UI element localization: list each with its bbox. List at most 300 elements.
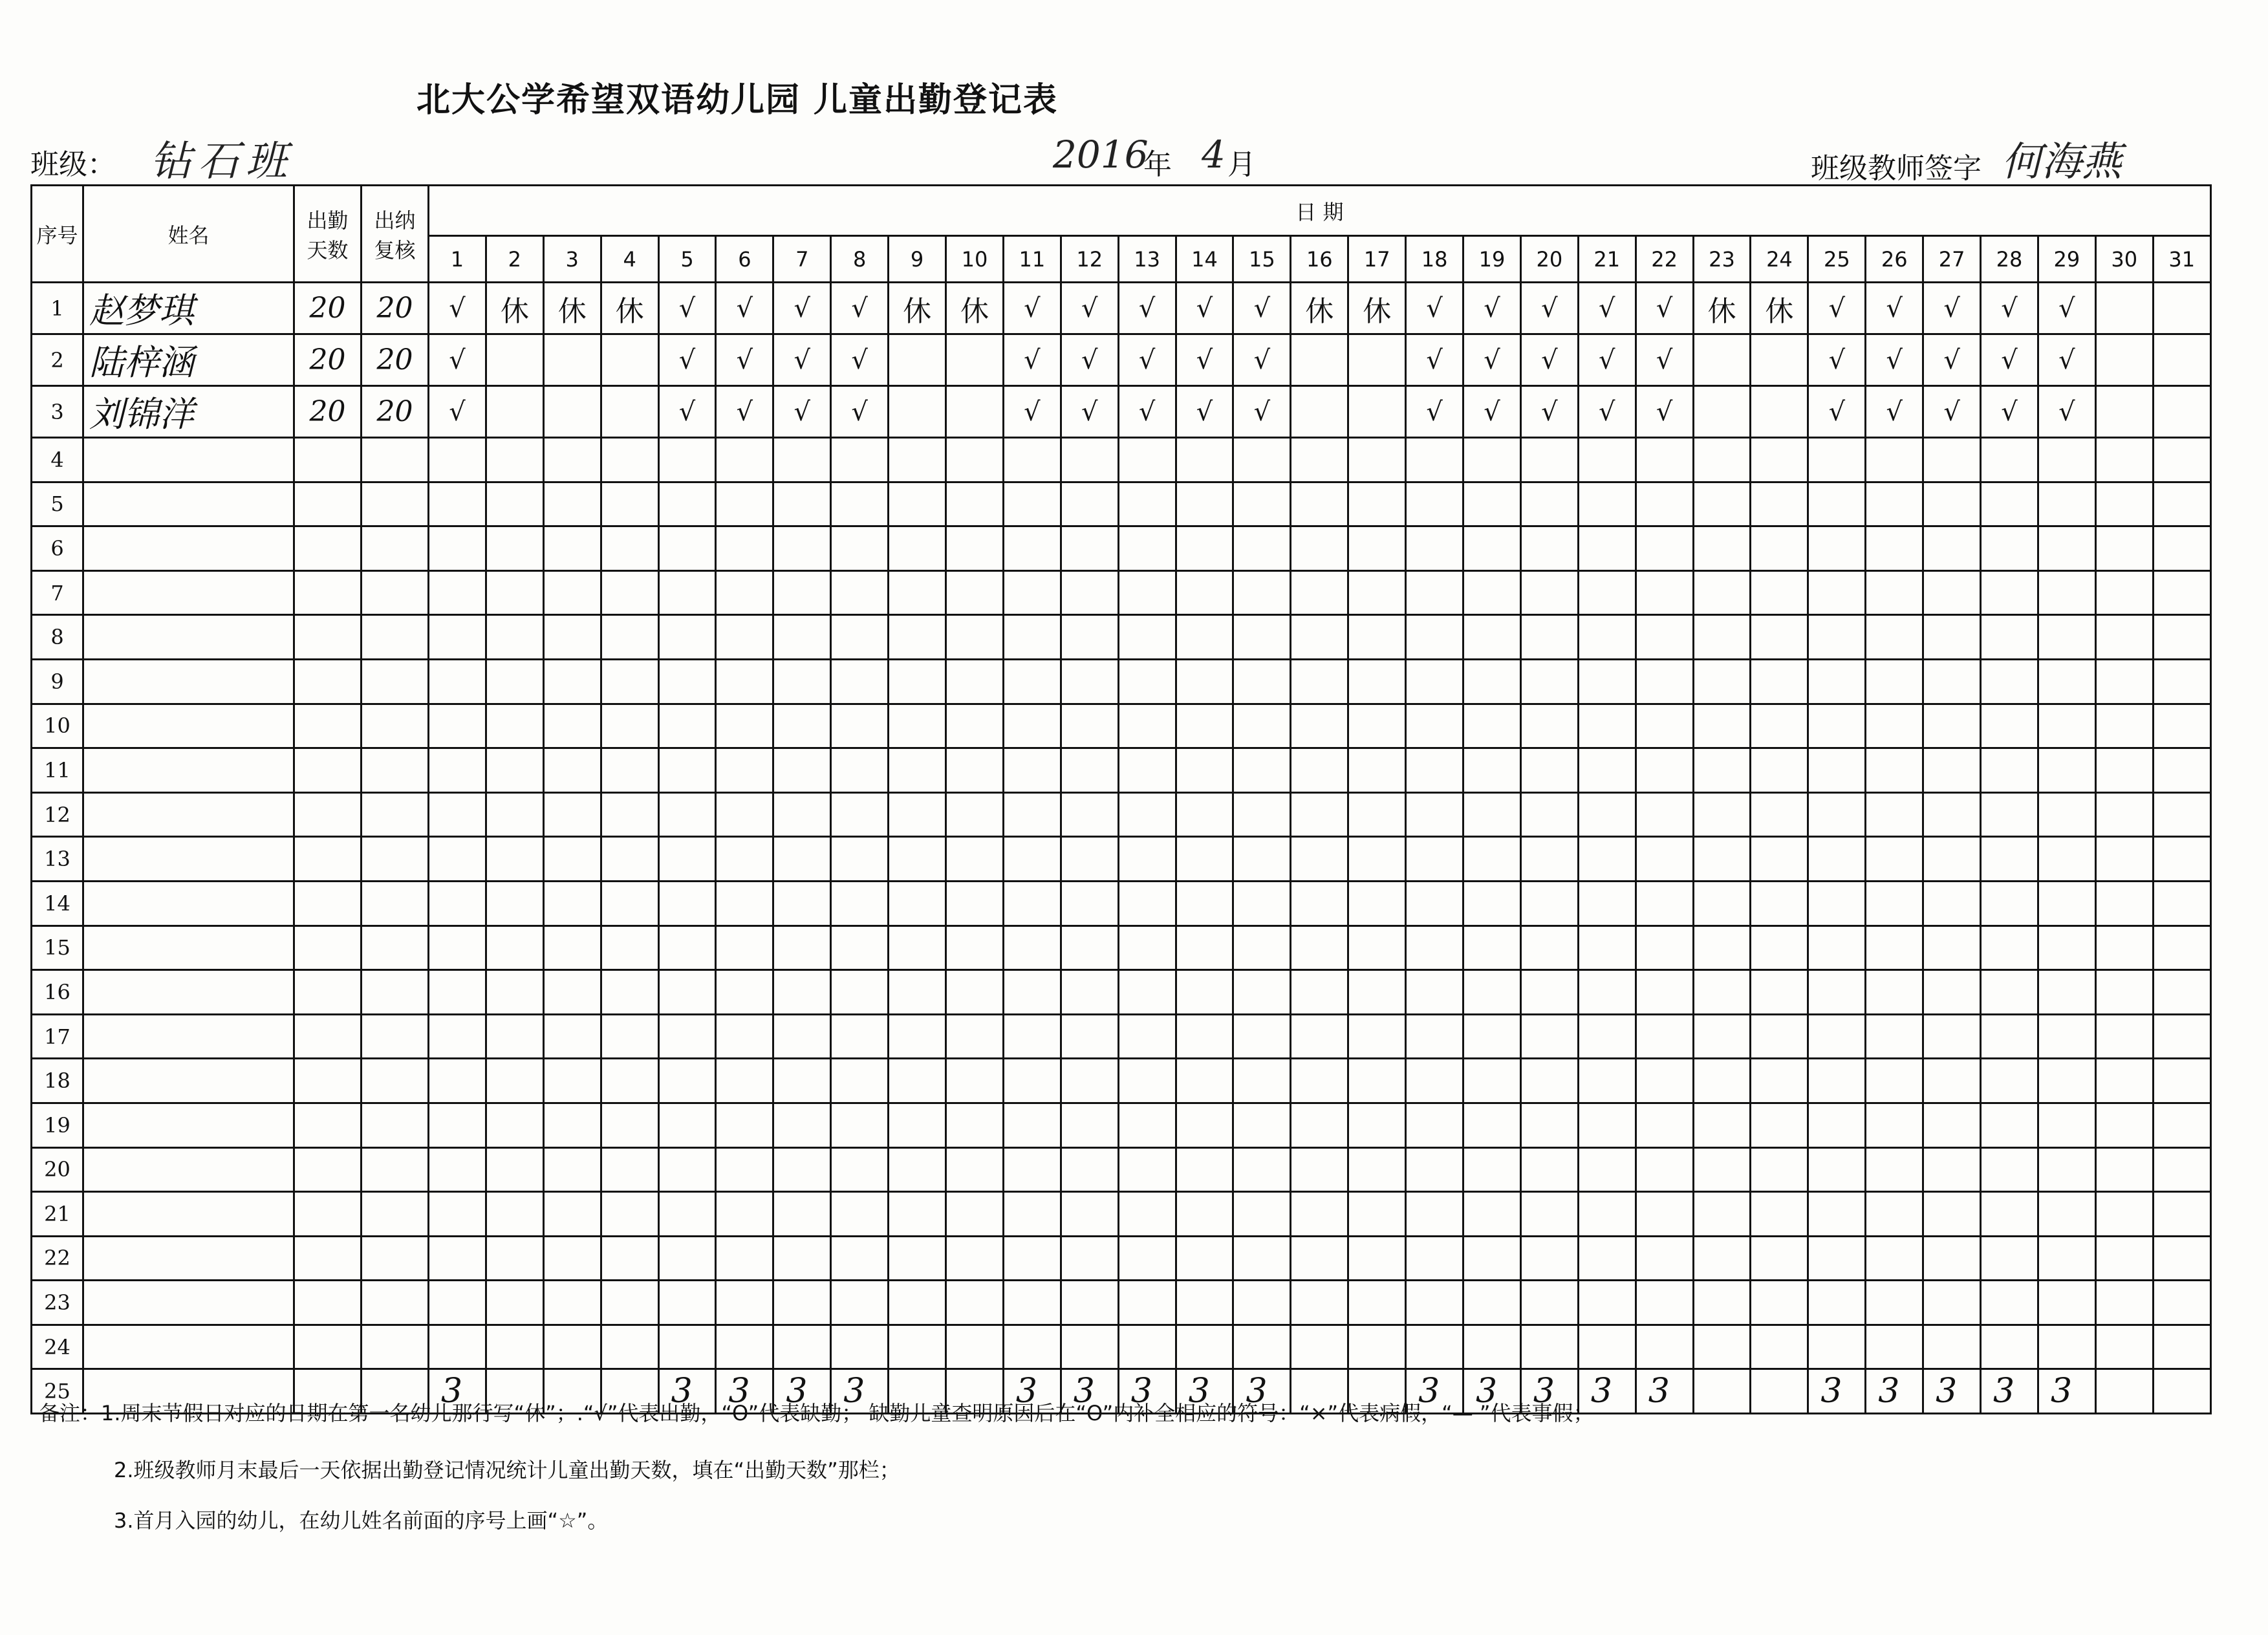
attendance-cell[interactable] <box>1061 1103 1118 1147</box>
attendance-cell[interactable] <box>601 1103 658 1147</box>
attendance-cell[interactable] <box>1061 482 1118 526</box>
attendance-cell[interactable] <box>1578 1236 1636 1281</box>
attendance-cell[interactable]: 休 <box>1291 283 1348 334</box>
attendance-cell[interactable] <box>2095 1192 2153 1237</box>
child-name[interactable]: 陆梓涵 <box>83 334 294 386</box>
attendance-cell[interactable] <box>1808 748 1866 793</box>
attendance-cell[interactable] <box>1520 438 1578 482</box>
attendance-cell[interactable] <box>1291 704 1348 748</box>
attendance-cell[interactable]: √ <box>1176 386 1233 438</box>
attendance-cell[interactable] <box>1463 438 1521 482</box>
attendance-cell[interactable] <box>1520 970 1578 1015</box>
attendance-cell[interactable] <box>946 881 1004 926</box>
attendance-cell[interactable] <box>831 881 889 926</box>
attendance-cell[interactable] <box>1751 386 1808 438</box>
attendance-cell[interactable] <box>831 659 889 704</box>
review-check[interactable] <box>362 1281 429 1325</box>
attendance-cell[interactable] <box>1406 792 1463 837</box>
attendance-cell[interactable] <box>543 926 601 970</box>
attendance-cell[interactable]: 3 <box>1118 1369 1176 1414</box>
attendance-cell[interactable]: √ <box>831 283 889 334</box>
attendance-cell[interactable] <box>716 659 773 704</box>
attendance-cell[interactable] <box>1693 659 1751 704</box>
child-name[interactable] <box>83 615 294 660</box>
attendance-cell[interactable] <box>1233 1103 1291 1147</box>
attendance-cell[interactable] <box>1520 792 1578 837</box>
attendance-cell[interactable] <box>716 1014 773 1059</box>
attend-days[interactable] <box>294 748 362 793</box>
attendance-cell[interactable] <box>1866 659 1923 704</box>
attendance-cell[interactable]: √ <box>1233 386 1291 438</box>
attendance-cell[interactable] <box>1118 1014 1176 1059</box>
attendance-cell[interactable] <box>773 1014 831 1059</box>
attendance-cell[interactable]: √ <box>2038 386 2095 438</box>
attendance-cell[interactable] <box>658 615 716 660</box>
attendance-cell[interactable] <box>1866 926 1923 970</box>
attendance-cell[interactable] <box>429 1014 486 1059</box>
attendance-cell[interactable] <box>1118 1281 1176 1325</box>
attendance-cell[interactable] <box>2038 1192 2095 1237</box>
attendance-cell[interactable] <box>1003 438 1061 482</box>
attendance-cell[interactable] <box>1463 526 1521 571</box>
attendance-cell[interactable] <box>889 438 946 482</box>
attendance-cell[interactable] <box>1348 1103 1406 1147</box>
attendance-cell[interactable] <box>486 1059 543 1103</box>
attendance-cell[interactable] <box>658 748 716 793</box>
attendance-cell[interactable] <box>1751 1059 1808 1103</box>
attendance-cell[interactable] <box>1923 1014 1981 1059</box>
attendance-cell[interactable] <box>889 748 946 793</box>
attendance-cell[interactable] <box>1693 386 1751 438</box>
attendance-cell[interactable] <box>1061 438 1118 482</box>
attendance-cell[interactable] <box>2153 283 2210 334</box>
child-name[interactable] <box>83 1147 294 1192</box>
attendance-cell[interactable] <box>543 881 601 926</box>
attendance-cell[interactable] <box>1751 570 1808 615</box>
attendance-cell[interactable]: 3 <box>831 1369 889 1414</box>
attendance-cell[interactable] <box>946 659 1004 704</box>
attendance-cell[interactable] <box>1233 792 1291 837</box>
attendance-cell[interactable] <box>1348 1014 1406 1059</box>
attendance-cell[interactable] <box>429 438 486 482</box>
attendance-cell[interactable] <box>543 704 601 748</box>
attendance-cell[interactable] <box>1233 926 1291 970</box>
attendance-cell[interactable] <box>1693 970 1751 1015</box>
attendance-cell[interactable] <box>889 570 946 615</box>
attendance-cell[interactable] <box>1636 1103 1693 1147</box>
attendance-cell[interactable] <box>889 482 946 526</box>
attendance-cell[interactable] <box>1291 970 1348 1015</box>
attendance-cell[interactable] <box>2153 926 2210 970</box>
attendance-cell[interactable] <box>2095 926 2153 970</box>
attendance-cell[interactable] <box>1233 1147 1291 1192</box>
attendance-cell[interactable]: 3 <box>773 1369 831 1414</box>
attendance-cell[interactable] <box>946 1236 1004 1281</box>
attendance-cell[interactable] <box>1061 1147 1118 1192</box>
attendance-cell[interactable] <box>1751 748 1808 793</box>
attendance-cell[interactable] <box>1176 1147 1233 1192</box>
attendance-cell[interactable] <box>2153 334 2210 386</box>
attendance-cell[interactable] <box>831 1281 889 1325</box>
attendance-cell[interactable] <box>1636 926 1693 970</box>
attendance-cell[interactable] <box>2038 748 2095 793</box>
review-check[interactable] <box>362 704 429 748</box>
attendance-cell[interactable]: √ <box>1520 386 1578 438</box>
attendance-cell[interactable] <box>658 1014 716 1059</box>
review-check[interactable] <box>362 748 429 793</box>
child-name[interactable] <box>83 1192 294 1237</box>
attendance-cell[interactable]: 3 <box>429 1369 486 1414</box>
attendance-cell[interactable] <box>1693 837 1751 882</box>
attendance-cell[interactable] <box>1923 1236 1981 1281</box>
attendance-cell[interactable] <box>1808 1147 1866 1192</box>
attendance-cell[interactable] <box>946 792 1004 837</box>
attendance-cell[interactable] <box>946 926 1004 970</box>
attendance-cell[interactable] <box>1061 1325 1118 1369</box>
attendance-cell[interactable] <box>2038 1014 2095 1059</box>
attendance-cell[interactable] <box>1520 837 1578 882</box>
attendance-cell[interactable] <box>1291 438 1348 482</box>
attendance-cell[interactable] <box>601 1236 658 1281</box>
attendance-cell[interactable] <box>889 881 946 926</box>
attendance-cell[interactable] <box>1808 482 1866 526</box>
attendance-cell[interactable] <box>773 1192 831 1237</box>
attendance-cell[interactable]: √ <box>1176 334 1233 386</box>
review-check[interactable] <box>362 570 429 615</box>
attendance-cell[interactable] <box>1176 1059 1233 1103</box>
attendance-cell[interactable] <box>1578 1103 1636 1147</box>
attendance-cell[interactable] <box>658 1192 716 1237</box>
attendance-cell[interactable] <box>1520 1103 1578 1147</box>
attend-days[interactable] <box>294 881 362 926</box>
attendance-cell[interactable] <box>1808 1103 1866 1147</box>
attendance-cell[interactable] <box>429 1147 486 1192</box>
attendance-cell[interactable] <box>1636 748 1693 793</box>
attendance-cell[interactable] <box>2038 704 2095 748</box>
attendance-cell[interactable] <box>1463 659 1521 704</box>
attend-days[interactable] <box>294 792 362 837</box>
child-name[interactable] <box>83 881 294 926</box>
attendance-cell[interactable] <box>716 1236 773 1281</box>
attendance-cell[interactable] <box>1923 482 1981 526</box>
attend-days[interactable] <box>294 1103 362 1147</box>
attendance-cell[interactable] <box>1003 659 1061 704</box>
attendance-cell[interactable] <box>1463 748 1521 793</box>
attendance-cell[interactable] <box>1348 438 1406 482</box>
attendance-cell[interactable] <box>946 1147 1004 1192</box>
attendance-cell[interactable] <box>1923 1325 1981 1369</box>
attendance-cell[interactable] <box>1693 926 1751 970</box>
attendance-cell[interactable] <box>1118 570 1176 615</box>
attendance-cell[interactable] <box>1118 438 1176 482</box>
attendance-cell[interactable] <box>486 438 543 482</box>
child-name[interactable] <box>83 837 294 882</box>
attendance-cell[interactable] <box>1003 926 1061 970</box>
attendance-cell[interactable] <box>1578 881 1636 926</box>
attendance-cell[interactable] <box>601 837 658 882</box>
attendance-cell[interactable] <box>429 1103 486 1147</box>
attendance-cell[interactable] <box>429 748 486 793</box>
attendance-cell[interactable]: √ <box>1118 334 1176 386</box>
attendance-cell[interactable] <box>1291 926 1348 970</box>
attendance-cell[interactable] <box>2153 970 2210 1015</box>
attendance-cell[interactable] <box>1751 970 1808 1015</box>
review-check[interactable] <box>362 970 429 1015</box>
child-name[interactable] <box>83 704 294 748</box>
attendance-cell[interactable] <box>1118 1192 1176 1237</box>
attendance-cell[interactable] <box>601 704 658 748</box>
attendance-cell[interactable]: √ <box>1636 283 1693 334</box>
attendance-cell[interactable] <box>1866 792 1923 837</box>
attendance-cell[interactable] <box>1291 1236 1348 1281</box>
attendance-cell[interactable] <box>1061 570 1118 615</box>
attendance-cell[interactable] <box>486 748 543 793</box>
attendance-cell[interactable] <box>1233 482 1291 526</box>
attendance-cell[interactable] <box>773 659 831 704</box>
attendance-cell[interactable] <box>1636 837 1693 882</box>
attendance-cell[interactable] <box>1808 926 1866 970</box>
attendance-cell[interactable] <box>2095 970 2153 1015</box>
attendance-cell[interactable] <box>1348 1236 1406 1281</box>
attendance-cell[interactable] <box>429 1325 486 1369</box>
attendance-cell[interactable] <box>1923 792 1981 837</box>
attendance-cell[interactable]: √ <box>1463 283 1521 334</box>
attendance-cell[interactable] <box>2038 1281 2095 1325</box>
attendance-cell[interactable] <box>1233 1014 1291 1059</box>
attendance-cell[interactable] <box>1923 615 1981 660</box>
attendance-cell[interactable] <box>1348 1059 1406 1103</box>
attendance-cell[interactable]: √ <box>1923 334 1981 386</box>
attend-days[interactable] <box>294 1192 362 1237</box>
attendance-cell[interactable] <box>2038 1147 2095 1192</box>
attendance-cell[interactable] <box>543 1059 601 1103</box>
attendance-cell[interactable]: √ <box>773 283 831 334</box>
child-name[interactable] <box>83 1281 294 1325</box>
attendance-cell[interactable] <box>1061 1014 1118 1059</box>
attendance-cell[interactable] <box>486 970 543 1015</box>
attendance-cell[interactable] <box>831 526 889 571</box>
attendance-cell[interactable] <box>1291 526 1348 571</box>
attend-days[interactable] <box>294 926 362 970</box>
attendance-cell[interactable]: √ <box>2038 283 2095 334</box>
attendance-cell[interactable] <box>2095 1281 2153 1325</box>
attendance-cell[interactable] <box>889 970 946 1015</box>
attendance-cell[interactable] <box>2153 1103 2210 1147</box>
attendance-cell[interactable] <box>486 1281 543 1325</box>
attendance-cell[interactable]: √ <box>831 386 889 438</box>
attendance-cell[interactable] <box>543 438 601 482</box>
attendance-cell[interactable] <box>1348 659 1406 704</box>
attendance-cell[interactable] <box>429 1192 486 1237</box>
attendance-cell[interactable] <box>1061 1281 1118 1325</box>
attendance-cell[interactable] <box>1636 1192 1693 1237</box>
attendance-cell[interactable] <box>1751 1236 1808 1281</box>
attendance-cell[interactable] <box>1866 1147 1923 1192</box>
attendance-cell[interactable] <box>2095 615 2153 660</box>
attendance-cell[interactable] <box>2038 482 2095 526</box>
attendance-cell[interactable] <box>1406 615 1463 660</box>
attendance-cell[interactable] <box>2153 570 2210 615</box>
attendance-cell[interactable] <box>1981 926 2038 970</box>
attendance-cell[interactable] <box>716 1103 773 1147</box>
child-name[interactable] <box>83 792 294 837</box>
attendance-cell[interactable] <box>1866 438 1923 482</box>
attendance-cell[interactable] <box>889 386 946 438</box>
child-name[interactable] <box>83 1059 294 1103</box>
attendance-cell[interactable] <box>773 570 831 615</box>
attendance-cell[interactable] <box>1923 526 1981 571</box>
attendance-cell[interactable] <box>1520 1059 1578 1103</box>
attendance-cell[interactable] <box>1291 570 1348 615</box>
attendance-cell[interactable] <box>946 1059 1004 1103</box>
attendance-cell[interactable] <box>716 881 773 926</box>
attendance-cell[interactable] <box>658 1103 716 1147</box>
attendance-cell[interactable]: √ <box>1981 283 2038 334</box>
review-check[interactable] <box>362 1236 429 1281</box>
attendance-cell[interactable] <box>1233 1059 1291 1103</box>
attendance-cell[interactable] <box>773 1059 831 1103</box>
attend-days[interactable]: 20 <box>294 334 362 386</box>
attendance-cell[interactable] <box>1003 748 1061 793</box>
attendance-cell[interactable] <box>1520 1147 1578 1192</box>
attendance-cell[interactable] <box>1981 659 2038 704</box>
attend-days[interactable] <box>294 837 362 882</box>
attendance-cell[interactable] <box>1291 1147 1348 1192</box>
attendance-cell[interactable] <box>946 1281 1004 1325</box>
review-check[interactable] <box>362 792 429 837</box>
attendance-cell[interactable] <box>1981 1059 2038 1103</box>
attendance-cell[interactable]: √ <box>1463 386 1521 438</box>
attendance-cell[interactable] <box>831 1059 889 1103</box>
attendance-cell[interactable] <box>1578 837 1636 882</box>
attend-days[interactable] <box>294 438 362 482</box>
attendance-cell[interactable] <box>658 837 716 882</box>
attendance-cell[interactable] <box>1463 1192 1521 1237</box>
attend-days[interactable] <box>294 1281 362 1325</box>
attendance-cell[interactable] <box>1233 748 1291 793</box>
attendance-cell[interactable] <box>1406 438 1463 482</box>
attendance-cell[interactable] <box>1751 1147 1808 1192</box>
attendance-cell[interactable] <box>1463 1103 1521 1147</box>
attendance-cell[interactable]: √ <box>429 334 486 386</box>
attendance-cell[interactable] <box>601 1281 658 1325</box>
attendance-cell[interactable] <box>1636 438 1693 482</box>
attendance-cell[interactable] <box>1463 1014 1521 1059</box>
attendance-cell[interactable] <box>2038 438 2095 482</box>
attendance-cell[interactable] <box>2038 1325 2095 1369</box>
attendance-cell[interactable] <box>946 970 1004 1015</box>
attendance-cell[interactable] <box>2095 1147 2153 1192</box>
attendance-cell[interactable] <box>1233 881 1291 926</box>
attendance-cell[interactable] <box>889 1192 946 1237</box>
attendance-cell[interactable] <box>601 1325 658 1369</box>
attendance-cell[interactable]: 休 <box>543 283 601 334</box>
attendance-cell[interactable] <box>1291 615 1348 660</box>
attendance-cell[interactable] <box>2038 615 2095 660</box>
attendance-cell[interactable] <box>1463 704 1521 748</box>
attendance-cell[interactable] <box>1291 1059 1348 1103</box>
review-check[interactable] <box>362 482 429 526</box>
attendance-cell[interactable] <box>601 748 658 793</box>
attendance-cell[interactable] <box>2153 1236 2210 1281</box>
attendance-cell[interactable] <box>1348 704 1406 748</box>
attendance-cell[interactable] <box>1981 1103 2038 1147</box>
attendance-cell[interactable] <box>2095 1103 2153 1147</box>
attendance-cell[interactable] <box>1233 704 1291 748</box>
attendance-cell[interactable] <box>1923 1281 1981 1325</box>
attendance-cell[interactable] <box>1981 526 2038 571</box>
attendance-cell[interactable] <box>1348 1147 1406 1192</box>
attendance-cell[interactable] <box>946 1325 1004 1369</box>
attendance-cell[interactable] <box>1118 881 1176 926</box>
attendance-cell[interactable] <box>946 1192 1004 1237</box>
attendance-cell[interactable] <box>1808 438 1866 482</box>
attendance-cell[interactable]: √ <box>658 283 716 334</box>
attendance-cell[interactable] <box>1176 970 1233 1015</box>
attendance-cell[interactable] <box>1118 1325 1176 1369</box>
attendance-cell[interactable] <box>2095 704 2153 748</box>
attendance-cell[interactable] <box>429 792 486 837</box>
attendance-cell[interactable] <box>1808 570 1866 615</box>
attendance-cell[interactable] <box>1406 837 1463 882</box>
attendance-cell[interactable] <box>1866 1281 1923 1325</box>
attendance-cell[interactable] <box>2095 1059 2153 1103</box>
attendance-cell[interactable] <box>889 1014 946 1059</box>
attendance-cell[interactable] <box>1636 1236 1693 1281</box>
attendance-cell[interactable] <box>658 1325 716 1369</box>
attendance-cell[interactable] <box>2153 1059 2210 1103</box>
attendance-cell[interactable] <box>601 926 658 970</box>
attendance-cell[interactable] <box>543 386 601 438</box>
attendance-cell[interactable] <box>1751 1281 1808 1325</box>
attendance-cell[interactable] <box>601 1147 658 1192</box>
attendance-cell[interactable] <box>831 1014 889 1059</box>
attendance-cell[interactable] <box>601 482 658 526</box>
attendance-cell[interactable] <box>601 570 658 615</box>
attendance-cell[interactable] <box>2038 1103 2095 1147</box>
attendance-cell[interactable] <box>1463 1236 1521 1281</box>
attendance-cell[interactable] <box>1808 1192 1866 1237</box>
attendance-cell[interactable] <box>1636 970 1693 1015</box>
attendance-cell[interactable] <box>889 1325 946 1369</box>
attendance-cell[interactable] <box>1291 334 1348 386</box>
attendance-cell[interactable] <box>831 1236 889 1281</box>
attendance-cell[interactable] <box>1808 881 1866 926</box>
attendance-cell[interactable] <box>601 615 658 660</box>
attendance-cell[interactable] <box>1923 570 1981 615</box>
attendance-cell[interactable] <box>1176 1236 1233 1281</box>
attendance-cell[interactable] <box>773 1103 831 1147</box>
attendance-cell[interactable]: √ <box>1003 334 1061 386</box>
attendance-cell[interactable] <box>543 334 601 386</box>
attendance-cell[interactable] <box>1406 970 1463 1015</box>
attendance-cell[interactable] <box>1406 659 1463 704</box>
attendance-cell[interactable] <box>1578 748 1636 793</box>
attendance-cell[interactable] <box>1636 526 1693 571</box>
attendance-cell[interactable]: √ <box>1578 283 1636 334</box>
attendance-cell[interactable] <box>1118 748 1176 793</box>
attendance-cell[interactable] <box>543 659 601 704</box>
attendance-cell[interactable] <box>1003 1281 1061 1325</box>
attendance-cell[interactable] <box>1003 1014 1061 1059</box>
attendance-cell[interactable] <box>1981 1147 2038 1192</box>
attendance-cell[interactable] <box>1061 748 1118 793</box>
attendance-cell[interactable] <box>1233 659 1291 704</box>
attendance-cell[interactable] <box>429 482 486 526</box>
attendance-cell[interactable] <box>1061 1059 1118 1103</box>
attendance-cell[interactable] <box>773 792 831 837</box>
attendance-cell[interactable] <box>946 615 1004 660</box>
